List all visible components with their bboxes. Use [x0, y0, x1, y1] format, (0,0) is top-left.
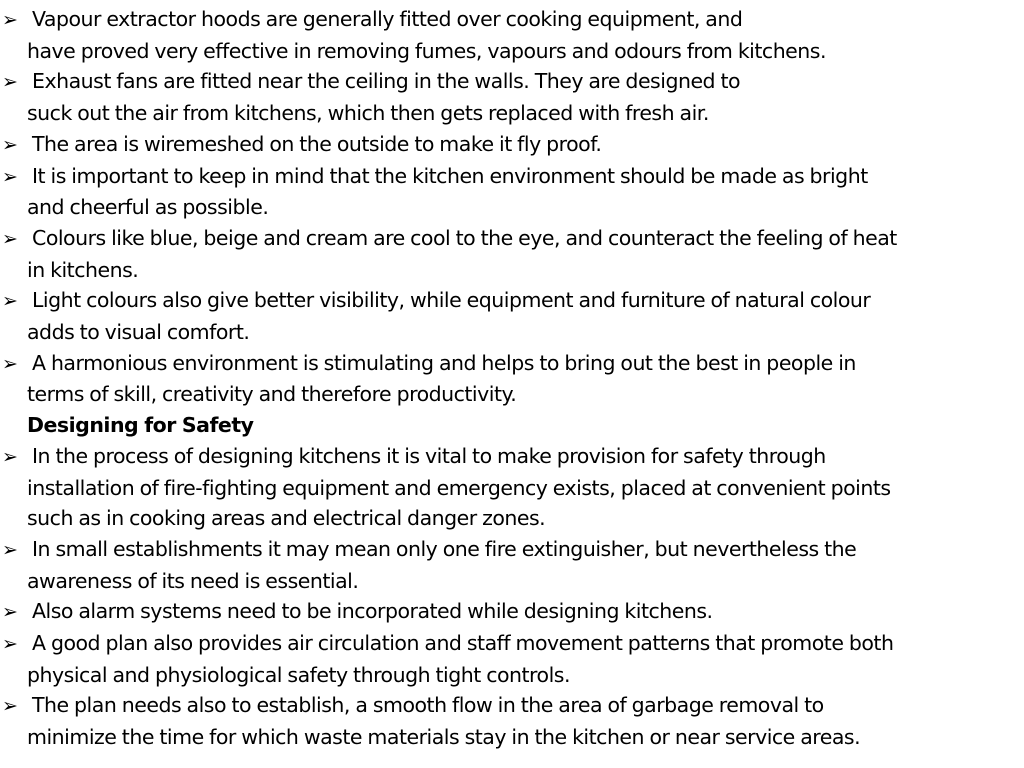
arrow-bullet-icon: ➢ [2, 71, 18, 94]
bullet-paragraph [2, 161, 1012, 223]
bullet-paragraph [2, 223, 1012, 285]
paragraph-text: It is important to keep in mind that the kitchen environment should be made as bright and cheerful as possible. [27, 163, 868, 220]
bullet-paragraph [2, 690, 1012, 752]
bullet-paragraph [2, 4, 1012, 66]
bullet-paragraph [2, 441, 1012, 534]
bullet-paragraph [2, 66, 1012, 128]
arrow-bullet-icon: ➢ [2, 290, 18, 313]
paragraph-text: The plan needs also to establish, a smooth flow in the area of garbage removal to minimize the time for which waste materials stay in the kitchen or near service areas. [27, 693, 861, 750]
arrow-bullet-icon: ➢ [2, 445, 18, 468]
paragraph-text: In the process of designing kitchens it is vital to make provision for safety through installation of fire-fighting equipment and emergency exists, placed at convenient points such as in cooking areas and electrical danger zones. [27, 443, 891, 531]
arrow-bullet-icon: ➢ [2, 227, 18, 250]
paragraph-text: Vapour extractor hoods are generally fitted over cooking equipment, and have proved very effective in removing fumes, vapours and odours from kitchens. [27, 7, 826, 63]
bullet-paragraph [2, 129, 1012, 161]
section-heading: Designing for Safety [27, 413, 254, 438]
paragraph-text: A good plan also provides air circulation and staff movement patterns that promote both physical and physiological safety through tight controls. [27, 631, 894, 687]
document-body [2, 4, 1012, 753]
arrow-bullet-icon: ➢ [2, 538, 18, 561]
arrow-bullet-icon: ➢ [2, 165, 18, 188]
bullet-paragraph [2, 348, 1012, 410]
arrow-bullet-icon: ➢ [2, 352, 18, 375]
bullet-paragraph [2, 534, 1012, 596]
paragraph-text: Colours like blue, beige and cream are cool to the eye, and counteract the feeling of heat in kitchens. [27, 225, 897, 282]
arrow-bullet-icon: ➢ [2, 9, 18, 31]
paragraph-text: A harmonious environment is stimulating and helps to bring out the best in people in terms of skill, creativity and therefore productivity. [27, 350, 856, 407]
paragraph-text: Light colours also give better visibility, while equipment and furniture of natural colour adds to visual comfort. [27, 288, 871, 345]
paragraph-text: In small establishments it may mean only one fire extinguisher, but nevertheless the awareness of its need is essential. [27, 536, 857, 593]
arrow-bullet-icon: ➢ [2, 133, 18, 156]
bullet-paragraph [2, 285, 1012, 347]
paragraph-text: Also alarm systems need to be incorporated while designing kitchens. [32, 599, 713, 624]
paragraph-text: The area is wiremeshed on the outside to make it fly proof. [32, 131, 602, 156]
bullet-paragraph [2, 628, 1012, 690]
arrow-bullet-icon: ➢ [2, 695, 18, 718]
arrow-bullet-icon: ➢ [2, 601, 18, 624]
arrow-bullet-icon: ➢ [2, 633, 18, 656]
paragraph-text: Exhaust fans are fitted near the ceiling in the walls. They are designed to suck out the air from kitchens, which then gets replaced with fresh air. [27, 69, 741, 126]
bullet-paragraph [2, 596, 1012, 628]
